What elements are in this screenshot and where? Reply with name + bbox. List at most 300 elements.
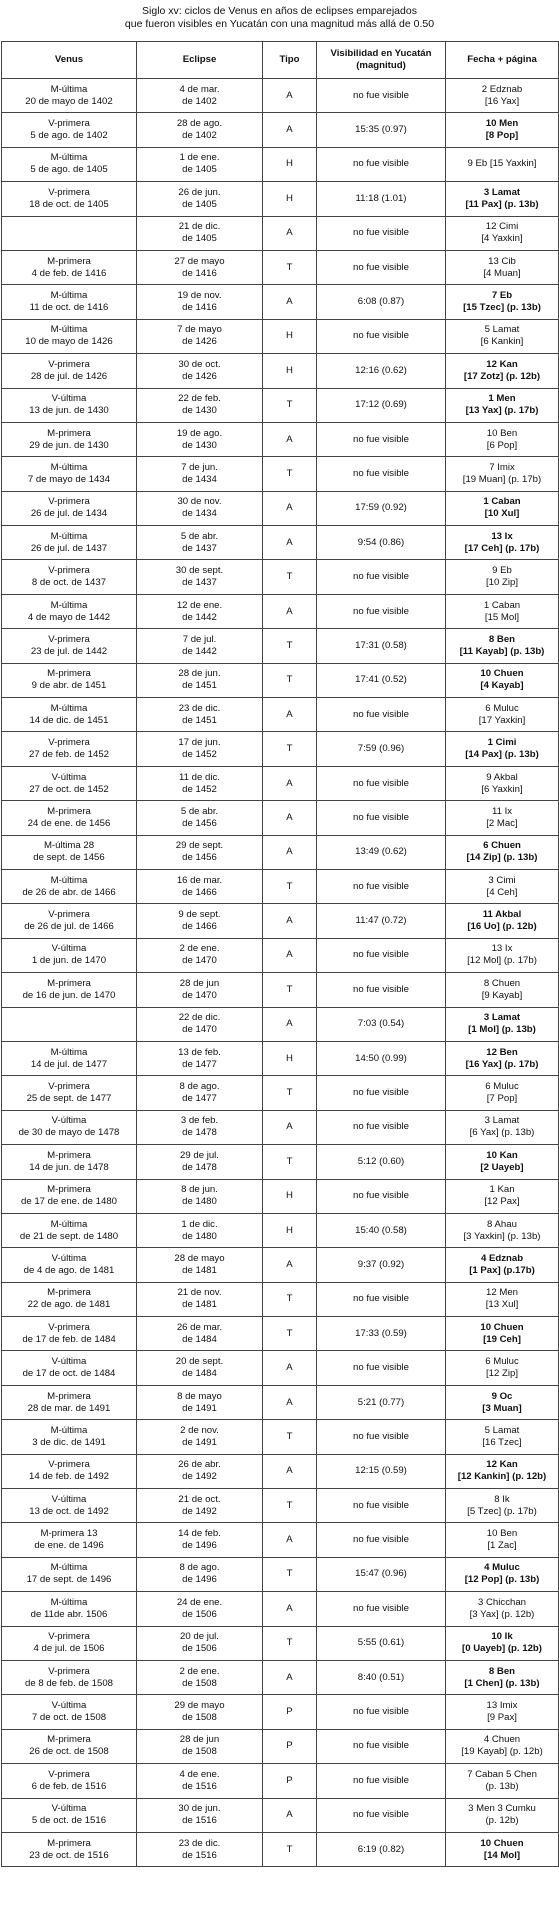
cell-visibilidad: 8:40 (0.51) [317, 1660, 446, 1694]
table-row [2, 973, 559, 1007]
cell-eclipse: 29 de jul. de 1478 [137, 1145, 263, 1179]
table-row [2, 801, 559, 835]
cell-visibilidad: no fue visible [317, 1729, 446, 1763]
cell-visibilidad: no fue visible [317, 79, 446, 113]
cell-tipo: T [263, 457, 317, 491]
cell-eclipse: 1 de dic. de 1480 [137, 1213, 263, 1247]
cell-venus: M-primera 24 de ene. de 1456 [2, 801, 137, 835]
cell-tipo: A [263, 422, 317, 456]
cell-tipo: A [263, 1385, 317, 1419]
cell-venus: M-primera 22 de ago. de 1481 [2, 1282, 137, 1316]
cell-eclipse: 8 de mayo de 1491 [137, 1385, 263, 1419]
table-row [2, 938, 559, 972]
table-row [2, 1213, 559, 1247]
cell-visibilidad: 17:31 (0.58) [317, 629, 446, 663]
cell-eclipse: 28 de jun. de 1451 [137, 663, 263, 697]
cell-fecha: 9 Oc [3 Muan] [446, 1385, 559, 1419]
cell-eclipse: 9 de sept. de 1466 [137, 904, 263, 938]
table-row [2, 182, 559, 216]
cell-venus: V-primera 8 de oct. de 1437 [2, 560, 137, 594]
cell-fecha: 3 Lamat [6 Yax] (p. 13b) [446, 1110, 559, 1144]
table-row [2, 1145, 559, 1179]
cell-eclipse: 17 de jun. de 1452 [137, 732, 263, 766]
cell-eclipse: 20 de jul. de 1506 [137, 1626, 263, 1660]
cell-venus: V-primera 27 de feb. de 1452 [2, 732, 137, 766]
cell-venus: M-última 5 de ago. de 1405 [2, 147, 137, 181]
cell-visibilidad: no fue visible [317, 1489, 446, 1523]
cell-visibilidad: no fue visible [317, 1764, 446, 1798]
cell-visibilidad: no fue visible [317, 1179, 446, 1213]
cell-eclipse: 2 de ene. de 1470 [137, 938, 263, 972]
cell-eclipse: 21 de dic. de 1405 [137, 216, 263, 250]
cell-fecha: 12 Kan [17 Zotz] (p. 12b) [446, 354, 559, 388]
table-row [2, 354, 559, 388]
cell-visibilidad: no fue visible [317, 766, 446, 800]
cell-visibilidad: 12:15 (0.59) [317, 1454, 446, 1488]
cell-fecha: 13 Ix [17 Ceh] (p. 17b) [446, 526, 559, 560]
cell-tipo: P [263, 1695, 317, 1729]
cell-visibilidad: 17:41 (0.52) [317, 663, 446, 697]
table-row [2, 457, 559, 491]
cell-fecha: 12 Men [13 Xul] [446, 1282, 559, 1316]
cell-venus: V-primera 26 de jul. de 1434 [2, 491, 137, 525]
cell-venus: M-última 14 de jul. de 1477 [2, 1041, 137, 1075]
cell-tipo: A [263, 79, 317, 113]
table-row [2, 1729, 559, 1763]
cell-tipo: T [263, 1145, 317, 1179]
cell-tipo: T [263, 973, 317, 1007]
cell-visibilidad: no fue visible [317, 1523, 446, 1557]
cell-visibilidad: no fue visible [317, 938, 446, 972]
cell-eclipse: 30 de nov. de 1434 [137, 491, 263, 525]
table-row [2, 1454, 559, 1488]
cell-tipo: T [263, 1557, 317, 1591]
cell-tipo: H [263, 147, 317, 181]
cell-visibilidad: 5:12 (0.60) [317, 1145, 446, 1179]
cell-visibilidad: 9:37 (0.92) [317, 1248, 446, 1282]
cell-eclipse: 30 de sept. de 1437 [137, 560, 263, 594]
cell-eclipse: 1 de ene. de 1405 [137, 147, 263, 181]
cell-fecha: 8 Ik [5 Tzec] (p. 17b) [446, 1489, 559, 1523]
cell-eclipse: 5 de abr. de 1437 [137, 526, 263, 560]
cell-tipo: A [263, 113, 317, 147]
cell-fecha: 5 Lamat [6 Kankin] [446, 319, 559, 353]
cell-venus: M-última de 11de abr. 1506 [2, 1592, 137, 1626]
table-row [2, 250, 559, 284]
cell-eclipse: 29 de mayo de 1508 [137, 1695, 263, 1729]
table-row [2, 1317, 559, 1351]
document [1, 0, 558, 1867]
cell-venus: M-primera 29 de jun. de 1430 [2, 422, 137, 456]
cell-venus: M-última 20 de mayo de 1402 [2, 79, 137, 113]
cell-visibilidad: 17:33 (0.59) [317, 1317, 446, 1351]
cell-venus: M-primera 28 de mar. de 1491 [2, 1385, 137, 1419]
cell-venus: M-última de 21 de sept. de 1480 [2, 1213, 137, 1247]
cell-visibilidad: no fue visible [317, 422, 446, 456]
cell-eclipse: 26 de abr. de 1492 [137, 1454, 263, 1488]
cell-venus: M-última 10 de mayo de 1426 [2, 319, 137, 353]
cell-visibilidad: no fue visible [317, 1110, 446, 1144]
cell-eclipse: 5 de abr. de 1456 [137, 801, 263, 835]
cell-venus: M-última 17 de sept. de 1496 [2, 1557, 137, 1591]
cell-tipo: T [263, 1489, 317, 1523]
cell-fecha: 8 Ben [11 Kayab] (p. 13b) [446, 629, 559, 663]
table-row [2, 1007, 559, 1041]
cell-fecha: 8 Chuen [9 Kayab] [446, 973, 559, 1007]
table-body [2, 79, 559, 1867]
cell-venus: V-primera 23 de jul. de 1442 [2, 629, 137, 663]
table-row [2, 1385, 559, 1419]
table-row [2, 147, 559, 181]
cell-venus: V-última 13 de oct. de 1492 [2, 1489, 137, 1523]
cell-fecha: 10 Chuen [4 Kayab] [446, 663, 559, 697]
cell-tipo: A [263, 938, 317, 972]
caption-line-1: Siglo xv: ciclos de Venus en años de eclipses emparejados [142, 5, 417, 17]
cell-eclipse: 7 de mayo de 1426 [137, 319, 263, 353]
caption-line-2: que fueron visibles en Yucatán con una magnitud más allá de 0.50 [124, 18, 435, 30]
cell-tipo: A [263, 216, 317, 250]
cell-visibilidad: no fue visible [317, 698, 446, 732]
cell-visibilidad: 17:59 (0.92) [317, 491, 446, 525]
cell-tipo: A [263, 766, 317, 800]
cell-fecha: 4 Muluc [12 Pop] (p. 13b) [446, 1557, 559, 1591]
cell-fecha: 3 Men 3 Cumku (p. 12b) [446, 1798, 559, 1832]
cell-fecha: 7 Imix [19 Muan] (p. 17b) [446, 457, 559, 491]
cell-eclipse: 14 de feb. de 1496 [137, 1523, 263, 1557]
cell-eclipse: 8 de jun. de 1480 [137, 1179, 263, 1213]
cell-tipo: T [263, 1626, 317, 1660]
cell-eclipse: 7 de jul. de 1442 [137, 629, 263, 663]
table-row [2, 1041, 559, 1075]
cell-venus: V-última de 17 de oct. de 1484 [2, 1351, 137, 1385]
cell-venus: M-primera 26 de oct. de 1508 [2, 1729, 137, 1763]
cell-venus: M-primera 14 de jun. de 1478 [2, 1145, 137, 1179]
cell-tipo: A [263, 1007, 317, 1041]
cell-eclipse: 28 de ago. de 1402 [137, 113, 263, 147]
cell-venus: M-última 14 de dic. de 1451 [2, 698, 137, 732]
table-row [2, 1179, 559, 1213]
cell-fecha: 13 Imix [9 Pax] [446, 1695, 559, 1729]
table-row [2, 594, 559, 628]
cell-fecha: 6 Muluc [7 Pop] [446, 1076, 559, 1110]
cell-fecha: 6 Muluc [12 Zip] [446, 1351, 559, 1385]
cell-fecha: 7 Caban 5 Chen (p. 13b) [446, 1764, 559, 1798]
table-row [2, 1351, 559, 1385]
cell-eclipse: 21 de nov. de 1481 [137, 1282, 263, 1316]
table-row [2, 491, 559, 525]
cell-tipo: H [263, 354, 317, 388]
cell-venus: V-primera 4 de jul. de 1506 [2, 1626, 137, 1660]
cell-tipo: A [263, 1110, 317, 1144]
cell-visibilidad: 7:59 (0.96) [317, 732, 446, 766]
cell-eclipse: 28 de mayo de 1481 [137, 1248, 263, 1282]
cell-visibilidad: no fue visible [317, 1798, 446, 1832]
cell-visibilidad: 9:54 (0.86) [317, 526, 446, 560]
cell-visibilidad: 6:08 (0.87) [317, 285, 446, 319]
cell-visibilidad: 13:49 (0.62) [317, 835, 446, 869]
cell-visibilidad: no fue visible [317, 457, 446, 491]
cell-visibilidad: 5:55 (0.61) [317, 1626, 446, 1660]
cell-visibilidad: no fue visible [317, 1420, 446, 1454]
cell-fecha: 6 Muluc [17 Yaxkin] [446, 698, 559, 732]
cell-fecha: 1 Kan [12 Pax] [446, 1179, 559, 1213]
cell-fecha: 10 Ben [6 Pop] [446, 422, 559, 456]
cell-visibilidad: no fue visible [317, 250, 446, 284]
cell-fecha: 3 Cimi [4 Ceh] [446, 869, 559, 903]
table-row [2, 285, 559, 319]
cell-fecha: 11 Akbal [16 Uo] (p. 12b) [446, 904, 559, 938]
cell-venus: V-última 5 de oct. de 1516 [2, 1798, 137, 1832]
table-row [2, 1557, 559, 1591]
cell-venus: M-última 7 de mayo de 1434 [2, 457, 137, 491]
cell-eclipse: 8 de ago. de 1477 [137, 1076, 263, 1110]
table-row [2, 560, 559, 594]
cell-eclipse: 30 de jun. de 1516 [137, 1798, 263, 1832]
cell-visibilidad: 7:03 (0.54) [317, 1007, 446, 1041]
cell-fecha: 7 Eb [15 Tzec] (p. 13b) [446, 285, 559, 319]
cell-eclipse: 19 de ago. de 1430 [137, 422, 263, 456]
cell-tipo: A [263, 491, 317, 525]
table-row [2, 1695, 559, 1729]
table-row [2, 904, 559, 938]
cell-tipo: T [263, 1076, 317, 1110]
cell-visibilidad: 17:12 (0.69) [317, 388, 446, 422]
cell-tipo: T [263, 629, 317, 663]
cell-venus [2, 1007, 137, 1041]
cell-venus: M-última 11 de oct. de 1416 [2, 285, 137, 319]
cell-eclipse: 19 de nov. de 1416 [137, 285, 263, 319]
cell-tipo: A [263, 1523, 317, 1557]
cell-eclipse: 8 de ago. de 1496 [137, 1557, 263, 1591]
cell-venus: M-última de 26 de abr. de 1466 [2, 869, 137, 903]
cell-visibilidad: no fue visible [317, 1351, 446, 1385]
cell-venus: V-primera 18 de oct. de 1405 [2, 182, 137, 216]
table-row [2, 1110, 559, 1144]
cell-fecha: 2 Edznab [16 Yax] [446, 79, 559, 113]
cell-venus: M-primera 9 de abr. de 1451 [2, 663, 137, 697]
cell-venus: V-primera de 8 de feb. de 1508 [2, 1660, 137, 1694]
cell-fecha: 13 Cib [4 Muan] [446, 250, 559, 284]
table-row [2, 1523, 559, 1557]
cell-fecha: 4 Edznab [1 Pax] (p.17b) [446, 1248, 559, 1282]
table-row [2, 422, 559, 456]
cell-fecha: 10 Chuen [14 Mol] [446, 1832, 559, 1866]
table-row [2, 1832, 559, 1866]
table-row [2, 526, 559, 560]
cell-venus: V-última de 4 de ago. de 1481 [2, 1248, 137, 1282]
cell-fecha: 10 Ben [1 Zac] [446, 1523, 559, 1557]
cell-eclipse: 21 de oct. de 1492 [137, 1489, 263, 1523]
cell-fecha: 10 Men [8 Pop] [446, 113, 559, 147]
cell-visibilidad: no fue visible [317, 147, 446, 181]
cell-visibilidad: 15:40 (0.58) [317, 1213, 446, 1247]
cell-eclipse: 12 de ene. de 1442 [137, 594, 263, 628]
cell-tipo: A [263, 904, 317, 938]
table-row [2, 1592, 559, 1626]
cell-fecha: 9 Akbal [6 Yaxkin] [446, 766, 559, 800]
cell-tipo: P [263, 1764, 317, 1798]
cell-venus: V-primera de 17 de feb. de 1484 [2, 1317, 137, 1351]
cell-fecha: 12 Cimi [4 Yaxkin] [446, 216, 559, 250]
cell-tipo: T [263, 869, 317, 903]
cell-venus: V-primera 5 de ago. de 1402 [2, 113, 137, 147]
cell-tipo: A [263, 285, 317, 319]
cell-tipo: A [263, 1454, 317, 1488]
cell-eclipse: 22 de feb. de 1430 [137, 388, 263, 422]
cell-fecha: 8 Ben [1 Chen] (p. 13b) [446, 1660, 559, 1694]
header-row [2, 42, 559, 79]
cell-fecha: 10 Ik [0 Uayeb] (p. 12b) [446, 1626, 559, 1660]
cell-visibilidad: 5:21 (0.77) [317, 1385, 446, 1419]
cell-visibilidad: 15:47 (0.96) [317, 1557, 446, 1591]
header-tipo: Tipo [263, 42, 317, 79]
table-row [2, 79, 559, 113]
cell-venus: M-última 4 de mayo de 1442 [2, 594, 137, 628]
cell-eclipse: 7 de jun. de 1434 [137, 457, 263, 491]
cell-eclipse: 22 de dic. de 1470 [137, 1007, 263, 1041]
cell-tipo: A [263, 698, 317, 732]
cell-visibilidad: 15:35 (0.97) [317, 113, 446, 147]
cell-visibilidad: no fue visible [317, 216, 446, 250]
cell-fecha: 9 Eb [15 Yaxkin] [446, 147, 559, 181]
cell-fecha: 9 Eb [10 Zip] [446, 560, 559, 594]
cell-fecha: 11 Ix [2 Mac] [446, 801, 559, 835]
cell-visibilidad: 6:19 (0.82) [317, 1832, 446, 1866]
cell-eclipse: 28 de jun de 1508 [137, 1729, 263, 1763]
cell-eclipse: 26 de jun. de 1405 [137, 182, 263, 216]
cell-tipo: T [263, 560, 317, 594]
cell-fecha: 1 Cimi [14 Pax] (p. 13b) [446, 732, 559, 766]
table-row [2, 113, 559, 147]
cell-fecha: 1 Men [13 Yax] (p. 17b) [446, 388, 559, 422]
cell-tipo: H [263, 182, 317, 216]
cell-venus: M-primera 4 de feb. de 1416 [2, 250, 137, 284]
cell-fecha: 5 Lamat [16 Tzec] [446, 1420, 559, 1454]
cell-tipo: H [263, 1041, 317, 1075]
cell-visibilidad: 11:18 (1.01) [317, 182, 446, 216]
cell-tipo: T [263, 250, 317, 284]
cell-visibilidad: no fue visible [317, 319, 446, 353]
cell-visibilidad: no fue visible [317, 869, 446, 903]
cell-eclipse: 29 de sept. de 1456 [137, 835, 263, 869]
cell-eclipse: 23 de dic. de 1516 [137, 1832, 263, 1866]
cell-fecha: 13 Ix [12 Mol] (p. 17b) [446, 938, 559, 972]
cell-visibilidad: no fue visible [317, 1282, 446, 1316]
cell-visibilidad: 14:50 (0.99) [317, 1041, 446, 1075]
table-row [2, 1626, 559, 1660]
cell-visibilidad: no fue visible [317, 1695, 446, 1729]
table-row [2, 319, 559, 353]
cell-eclipse: 4 de ene. de 1516 [137, 1764, 263, 1798]
cell-fecha: 1 Caban [10 Xul] [446, 491, 559, 525]
cell-eclipse: 20 de sept. de 1484 [137, 1351, 263, 1385]
table-row [2, 388, 559, 422]
table-row [2, 1420, 559, 1454]
table-row [2, 629, 559, 663]
header-visibilidad: Visibilidad en Yucatán (magnitud) [317, 42, 446, 79]
cell-venus: V-primera 25 de sept. de 1477 [2, 1076, 137, 1110]
header-eclipse: Eclipse [137, 42, 263, 79]
cell-eclipse: 13 de feb. de 1477 [137, 1041, 263, 1075]
cell-tipo: T [263, 663, 317, 697]
cell-visibilidad: no fue visible [317, 973, 446, 1007]
table-row [2, 1660, 559, 1694]
cell-eclipse: 2 de ene. de 1508 [137, 1660, 263, 1694]
cell-tipo: A [263, 1248, 317, 1282]
table-row [2, 1248, 559, 1282]
cell-tipo: A [263, 1660, 317, 1694]
table-row [2, 698, 559, 732]
cell-venus: V-última 13 de jun. de 1430 [2, 388, 137, 422]
eclipse-venus-table [1, 41, 559, 1867]
table-row [2, 835, 559, 869]
cell-visibilidad: no fue visible [317, 801, 446, 835]
cell-venus: V-primera de 26 de jul. de 1466 [2, 904, 137, 938]
cell-tipo: A [263, 526, 317, 560]
cell-fecha: 10 Kan [2 Uayeb] [446, 1145, 559, 1179]
cell-venus: M-primera de 16 de jun. de 1470 [2, 973, 137, 1007]
table-row [2, 1282, 559, 1316]
cell-fecha: 3 Lamat [1 Mol] (p. 13b) [446, 1007, 559, 1041]
table-row [2, 732, 559, 766]
cell-fecha: 12 Ben [16 Yax] (p. 17b) [446, 1041, 559, 1075]
cell-visibilidad: no fue visible [317, 594, 446, 628]
cell-venus: M-última 26 de jul. de 1437 [2, 526, 137, 560]
cell-eclipse: 3 de feb. de 1478 [137, 1110, 263, 1144]
cell-venus: M-primera 23 de oct. de 1516 [2, 1832, 137, 1866]
cell-fecha: 8 Ahau [3 Yaxkin] (p. 13b) [446, 1213, 559, 1247]
cell-eclipse: 24 de ene. de 1506 [137, 1592, 263, 1626]
table-row [2, 869, 559, 903]
cell-fecha: 1 Caban [15 Mol] [446, 594, 559, 628]
header-venus: Venus [2, 42, 137, 79]
cell-visibilidad: no fue visible [317, 1592, 446, 1626]
cell-eclipse: 27 de mayo de 1416 [137, 250, 263, 284]
cell-tipo: T [263, 1420, 317, 1454]
cell-tipo: H [263, 1213, 317, 1247]
cell-eclipse: 11 de dic. de 1452 [137, 766, 263, 800]
table-row [2, 766, 559, 800]
cell-venus: V-primera 14 de feb. de 1492 [2, 1454, 137, 1488]
cell-tipo: H [263, 1179, 317, 1213]
cell-venus: V-primera 6 de feb. de 1516 [2, 1764, 137, 1798]
cell-tipo: A [263, 594, 317, 628]
cell-visibilidad: no fue visible [317, 560, 446, 594]
cell-venus: M-primera de 17 de ene. de 1480 [2, 1179, 137, 1213]
cell-tipo: H [263, 319, 317, 353]
cell-visibilidad: 12:16 (0.62) [317, 354, 446, 388]
cell-tipo: A [263, 1592, 317, 1626]
cell-venus: V-última de 30 de mayo de 1478 [2, 1110, 137, 1144]
table-row [2, 216, 559, 250]
cell-fecha: 4 Chuen [19 Kayab] (p. 12b) [446, 1729, 559, 1763]
table-row [2, 1764, 559, 1798]
cell-tipo: T [263, 1282, 317, 1316]
table-caption [1, 0, 558, 41]
cell-visibilidad: no fue visible [317, 1076, 446, 1110]
table-row [2, 663, 559, 697]
cell-venus: V-última 7 de oct. de 1508 [2, 1695, 137, 1729]
cell-visibilidad: 11:47 (0.72) [317, 904, 446, 938]
cell-eclipse: 23 de dic. de 1451 [137, 698, 263, 732]
cell-venus: V-última 27 de oct. de 1452 [2, 766, 137, 800]
cell-venus [2, 216, 137, 250]
cell-fecha: 12 Kan [12 Kankin] (p. 12b) [446, 1454, 559, 1488]
cell-fecha: 6 Chuen [14 Zip] (p. 13b) [446, 835, 559, 869]
cell-tipo: A [263, 1798, 317, 1832]
header-fecha: Fecha + página [446, 42, 559, 79]
cell-tipo: T [263, 1317, 317, 1351]
